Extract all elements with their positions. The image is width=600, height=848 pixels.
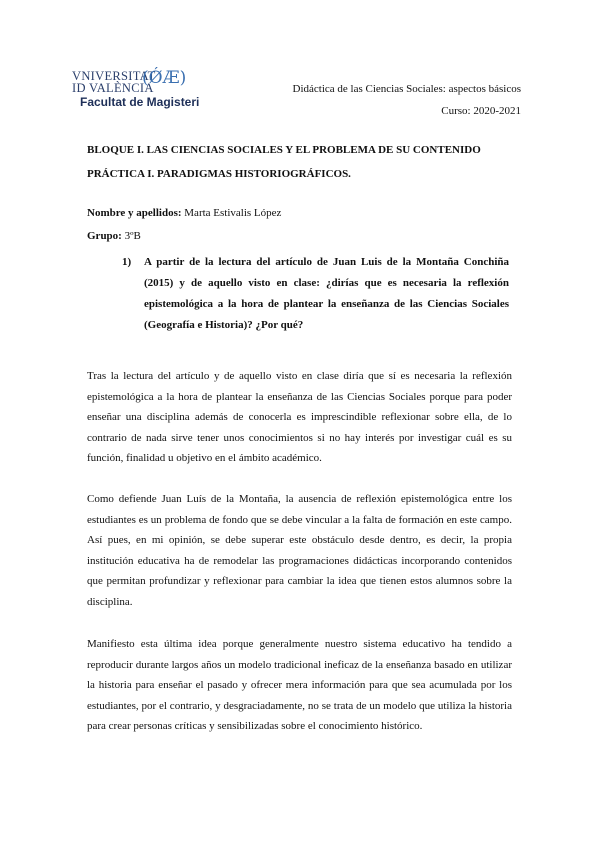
course-year: Curso: 2020-2021 [441,105,521,117]
block-title: BLOQUE I. LAS CIENCIAS SOCIALES Y EL PROBLEMA DE SU CONTENIDO [87,144,481,156]
student-name [87,207,281,219]
group-value: 3ºB [121,230,141,242]
logo-line-2: ID VALÈNCIA [72,81,154,95]
student-group [87,230,141,242]
practice-title: PRÁCTICA I. PARADIGMAS HISTORIOGRÁFICOS. [87,168,351,180]
group-label: Grupo: [87,230,122,242]
name-label: Nombre y apellidos: [87,207,182,219]
name-value: Marta Estivalis López [181,207,282,219]
answer-paragraph-3: Manifiesto esta última idea porque generalmente nuestro sistema educativo ha tendido a reproducir durante largos años un modelo tradicional ineficaz de la enseñanza basado en utilizar la historia para enseñar el pasado y ofrecer mera información para que sea acumulada por los estudiantes, por el contrario, y desgraciadamente, no se trata de un modelo que utiliza la historia para crear personas críticas y sensibilizadas sobre el conocimiento histórico. [87,638,512,732]
logo-faculty: Facultat de Magisteri [80,95,200,109]
question-item [122,252,509,336]
question-number: 1) [122,256,132,268]
logo-symbol-icon: (ǾÆ) [142,68,187,88]
university-logo [72,70,232,114]
answer-paragraph-1: Tras la lectura del artículo y de aquello visto en clase diría que sí es necesaria la reflexión epistemológica a la hora de plantear la enseñanza de las Ciencias Sociales porque para poder enseñar una disciplina además de conocerla es imprescindible reflexionar sobre ella, de lo contrario de nada sirve tener unos conocimientos si no hay interés por investigar cuál es su función, finalidad u objetivo en el ámbito académico. [87,370,512,464]
course-title: Didáctica de las Ciencias Sociales: aspectos básicos [292,83,521,95]
answer-paragraph-2: Como defiende Juan Luís de la Montaña, la ausencia de reflexión epistemológica entre los estudiantes es un problema de fondo que se debe vincular a la falta de formación en este campo. Así pues, en mi opinión, se debe superar este obstáculo desde dentro, es decir, la propia institución educativa ha de remodelar las programaciones didácticas incorporando contenidos que permitan profundizar y reflexionar para cambiar la idea que tienen estos alumnos sobre la disciplina. [87,493,512,608]
logo-line-1: VNIVERSITAT [72,69,156,83]
question-text: A partir de la lectura del artículo de Juan Luis de la Montaña Conchiña (2015) y de aquello visto en clase: ¿dirías que es necesaria la reflexión epistemológica a la hora de plantear la enseñanza de las Ciencias Sociales (Geografía e Historia)? ¿Por qué? [144,256,509,331]
